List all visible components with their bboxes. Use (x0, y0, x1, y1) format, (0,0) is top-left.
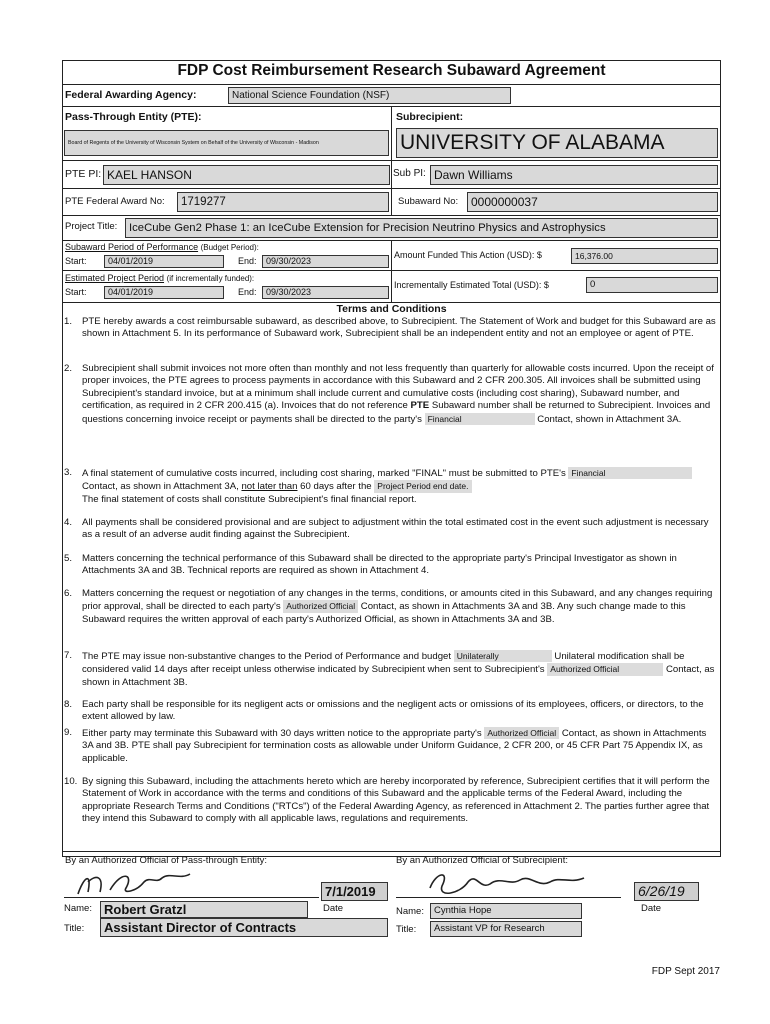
contact-type-field[interactable]: Financial (568, 467, 692, 479)
term-text: Each party shall be responsible for its negligent acts or omissions and the negligent acts or omissions of its employees, officers, or directors, to the extent allowed by law. (82, 699, 704, 723)
term-number: 4. (64, 517, 73, 528)
term-text: The PTE may issue non-substantive changes to the Period of Performance and budget (82, 651, 452, 662)
estimated-label: Estimated Project Period (65, 273, 165, 283)
term-number: 3. (64, 467, 73, 478)
term-number: 1. (64, 316, 73, 327)
incremental-total-label: Incrementally Estimated Total (USD): $ (394, 280, 549, 290)
contact-type-field[interactable]: Financial (425, 413, 535, 425)
pte-name-label: Name: (64, 903, 92, 914)
term-text: Contact, as shown in Attachment 3A, (82, 481, 239, 493)
term-text: Matters concerning the request or negotiation of any changes in the terms, conditions, or amounts cited in this Subaward, and any changes requiring prior approval, shall be directed to each party's (82, 588, 713, 613)
contact-type-field[interactable]: Authorized Official (484, 727, 559, 739)
sub-pi-label: Sub PI: (393, 168, 426, 179)
pte-field[interactable]: Board of Regents of the University of Wisconsin System on Behalf of the University of Wisconsin - Madison (64, 130, 389, 156)
term-8 (64, 699, 716, 724)
term-4 (64, 517, 716, 542)
term-9 (64, 727, 716, 765)
pte-label: Pass-Through Entity (PTE): (65, 111, 202, 123)
term-2 (64, 363, 716, 426)
period-end-ref-field[interactable]: Project Period end date. (374, 480, 471, 492)
term-number: 5. (64, 553, 73, 564)
sub-title-label: Title: (396, 924, 417, 935)
term-text: By signing this Subaward, including the attachments hereto which are hereby incorporated by reference, Subrecipient certifies that it will perform the Statement of Work in accordance with the terms and conditions of this Subaward and the applicable terms of the Federal Award, including the appropriate Research Terms and Conditions ("RTCs") of the Federal Awarding Agency, as referenced in Attachment 2. The parties further agree that they intend this Subaward to comply with all applicable laws, regulations and requirements. (82, 776, 710, 825)
pte-date-field[interactable]: 7/1/2019 (321, 882, 388, 901)
term-number: 6. (64, 588, 73, 599)
sub-signature-label: By an Authorized Official of Subrecipient: (396, 855, 568, 866)
term-text: A final statement of cumulative costs incurred, including cost sharing, marked "FINAL" must be submitted to PTE's (82, 468, 566, 479)
term-number: 8. (64, 699, 73, 710)
sub-signature-image (420, 864, 590, 904)
subrecipient-field[interactable]: UNIVERSITY OF ALABAMA (396, 128, 718, 158)
term-1 (64, 316, 716, 341)
amount-funded-field[interactable]: 16,376.00 (571, 248, 718, 264)
period-start-field[interactable]: 04/01/2019 (104, 255, 224, 268)
contact-type-field[interactable]: Authorized Official (547, 663, 663, 675)
term-3 (64, 467, 716, 506)
award-no-field[interactable]: 1719277 (177, 192, 389, 212)
term-5 (64, 553, 716, 578)
term-text: 60 days after the (300, 481, 372, 493)
period-label: Subaward Period of Performance (65, 242, 199, 252)
modification-type-field[interactable]: Unilaterally (454, 650, 552, 662)
pte-name-field[interactable]: Robert Gratzl (100, 901, 308, 918)
term-text: Unilateral modification shall be considered valid 14 days after receipt unless otherwise indicated by Subrecipient when sent to Subrecipient's (82, 651, 685, 676)
term-bold: PTE (410, 400, 430, 412)
term-7 (64, 650, 716, 689)
pte-title-field[interactable]: Assistant Director of Contracts (100, 918, 388, 937)
subaward-no-field[interactable]: 0000000037 (467, 192, 718, 212)
term-10 (64, 776, 716, 826)
term-number: 2. (64, 363, 73, 374)
award-no-label: PTE Federal Award No: (65, 196, 165, 207)
term-text: Contact, as shown in Attachment 3B. (82, 664, 715, 688)
sub-name-label: Name: (396, 906, 424, 917)
sub-date-field[interactable]: 6/26/19 (634, 882, 699, 901)
term-text: Either party may terminate this Subaward with 30 days written notice to the appropriate party's (82, 728, 482, 739)
pte-title-label: Title: (64, 923, 85, 934)
term-6 (64, 588, 716, 626)
contact-type-field[interactable]: Authorized Official (283, 600, 358, 612)
amount-funded-label: Amount Funded This Action (USD): $ (394, 250, 542, 260)
term-text: Contact, shown in Attachment 3A. (537, 413, 682, 425)
sub-pi-field[interactable]: Dawn Williams (430, 165, 718, 185)
estimated-start-field[interactable]: 04/01/2019 (104, 286, 224, 299)
estimated-end-field[interactable]: 09/30/2023 (262, 286, 389, 299)
estimated-start-label: Start: (65, 287, 87, 297)
terms-heading: Terms and Conditions (336, 303, 447, 315)
term-text: Subrecipient shall submit invoices not more often than monthly and not less frequently than quarterly for allowable costs incurred. Upon the receipt of proper invoices, the PTE agrees to process payments in accordance with this Subaward and 2 CFR 200.305. All invoices shall be submitted using Subrecipient's standard invoice, but at a minimum shall include current and cumulative costs (including cost sharing), Subaward number, and certification, as required in 2 CFR 200.415 (a). Invoices that do not reference (82, 363, 714, 412)
estimated-note: (if incrementally funded): (166, 274, 255, 283)
incremental-total-field[interactable]: 0 (586, 277, 718, 293)
term-text: All payments shall be considered provisional and are subject to adjustment within the total estimated cost in the event such adjustment is necessary as a result of an adverse audit finding against the Subrecipient. (82, 517, 709, 541)
pte-pi-field[interactable]: KAEL HANSON (103, 165, 390, 185)
project-title-label: Project Title: (65, 221, 118, 232)
document-title: FDP Cost Reimbursement Research Subaward Agreement (177, 62, 606, 79)
term-text: Subaward number shall be returned to Subrecipient. Invoices and questions concerning invoice receipt or payments shall be directed to the party's (82, 400, 711, 425)
sub-name-field[interactable]: Cynthia Hope (430, 903, 582, 919)
term-text: PTE hereby awards a cost reimbursable subaward, as described above, to Subrecipient. The Statement of Work and budget for this Subaward are as shown in Attachment 5. In its performance of Subaward work, Subrecipient shall be an independent entity and not an employee or agent of PTE. (82, 316, 716, 340)
subaward-no-label: Subaward No: (398, 196, 459, 207)
term-number: 9. (64, 727, 73, 738)
term-number: 10. (64, 776, 78, 787)
period-end-label: End: (238, 256, 257, 266)
pte-signature-image (70, 864, 220, 904)
agency-field[interactable]: National Science Foundation (NSF) (228, 87, 511, 104)
period-note: (Budget Period): (200, 243, 259, 252)
agency-label: Federal Awarding Agency: (65, 89, 197, 101)
term-number: 7. (64, 650, 73, 661)
term-text: Contact, as shown in Attachments 3A and 3B. PTE shall pay Subrecipient for termination costs as allowable under Uniform Guidance, 2 CFR 200, or 45 CFR Part 75 Appendix IX, as applicable. (82, 728, 707, 764)
footer-version: FDP Sept 2017 (651, 966, 720, 977)
term-text: The final statement of costs shall constitute Subrecipient's final financial report. (82, 493, 417, 505)
period-start-label: Start: (65, 256, 87, 266)
pte-signature-label: By an Authorized Official of Pass-through Entity: (65, 855, 268, 866)
estimated-end-label: End: (238, 287, 257, 297)
period-end-field[interactable]: 09/30/2023 (262, 255, 389, 268)
term-underlined: not later than (241, 481, 298, 493)
pte-pi-label: PTE PI: (65, 168, 102, 180)
subrecipient-label: Subrecipient: (396, 111, 464, 123)
term-text: Matters concerning the technical performance of this Subaward shall be directed to the appropriate party's Principal Investigator as shown in Attachments 3A and 3B. Technical reports are required as shown in Attachment 4. (82, 553, 677, 577)
sub-date-label: Date (641, 903, 662, 914)
sub-title-field[interactable]: Assistant VP for Research (430, 921, 582, 937)
project-title-field[interactable]: IceCube Gen2 Phase 1: an IceCube Extension for Precision Neutrino Physics and Astrophysics (125, 218, 718, 238)
pte-date-label: Date (323, 903, 344, 914)
term-text: Contact, as shown in Attachments 3A and 3B. Any such change made to this Subaward requires the written approval of each party's Authorized Official, as shown in Attachments 3A and 3B. (82, 601, 686, 625)
